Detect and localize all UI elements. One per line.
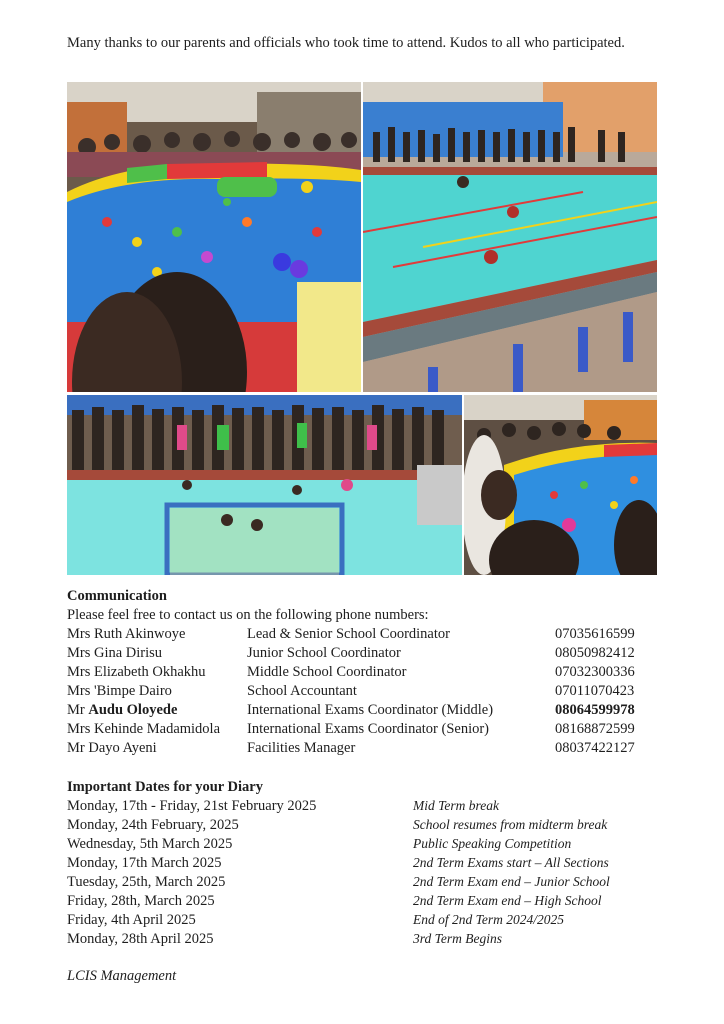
- date-text: Wednesday, 5th March 2025: [67, 836, 233, 852]
- date-text: Monday, 24th February, 2025: [67, 817, 239, 833]
- event-text: Public Speaking Competition: [413, 836, 572, 851]
- contact-role: Facilities Manager: [247, 740, 356, 756]
- photo-water-polo: [67, 395, 462, 575]
- contact-row: [67, 721, 657, 740]
- contact-name: Mrs 'Bimpe Dairo: [67, 683, 172, 699]
- event-text: 3rd Term Begins: [413, 931, 503, 946]
- date-text: Monday, 17th - Friday, 21st February 2025: [67, 798, 317, 814]
- contact-phone: 07035616599: [555, 626, 635, 642]
- signature: LCIS Management: [67, 968, 177, 984]
- communication-intro: Please feel free to contact us on the following phone numbers:: [67, 607, 429, 623]
- event-text: End of 2nd Term 2024/2025: [413, 912, 565, 927]
- communication-title: Communication: [67, 588, 167, 604]
- contact-phone: 08064599978: [555, 702, 635, 718]
- contact-row: [67, 740, 657, 759]
- contact-phone: 08037422127: [555, 740, 635, 756]
- date-row: [67, 836, 657, 855]
- contact-phone: 07011070423: [555, 683, 635, 699]
- event-text: School resumes from midterm break: [413, 817, 608, 832]
- date-text: Friday, 4th April 2025: [67, 912, 196, 928]
- photo-swimming-race: [363, 82, 657, 392]
- intro-paragraph: Many thanks to our parents and officials who took time to attend. Kudos to all who participated.: [67, 35, 625, 51]
- date-text: Monday, 17th March 2025: [67, 855, 222, 871]
- date-row: [67, 931, 657, 950]
- event-text: Mid Term break: [413, 798, 499, 813]
- contact-row: [67, 645, 657, 664]
- contact-name: [67, 702, 177, 719]
- contact-role: School Accountant: [247, 683, 357, 699]
- contact-row: [67, 702, 657, 721]
- contact-name: Mr Dayo Ayeni: [67, 740, 157, 756]
- contact-row: [67, 664, 657, 683]
- contact-name: Mrs Ruth Akinwoye: [67, 626, 186, 642]
- contact-name-bold: Audu Oloyede: [88, 702, 178, 718]
- date-text: Tuesday, 25th, March 2025: [67, 874, 226, 890]
- date-row: [67, 855, 657, 874]
- event-text: 2nd Term Exams start – All Sections: [413, 855, 609, 870]
- date-row: [67, 912, 657, 931]
- date-row: [67, 817, 657, 836]
- event-text: 2nd Term Exam end – High School: [413, 893, 602, 908]
- date-row: [67, 893, 657, 912]
- date-row: [67, 798, 657, 817]
- contact-phone: 08050982412: [555, 645, 635, 661]
- contact-row: [67, 626, 657, 645]
- contact-name: Mrs Gina Dirisu: [67, 645, 163, 661]
- dates-title: Important Dates for your Diary: [67, 779, 263, 795]
- contact-phone: 07032300336: [555, 664, 635, 680]
- date-row: [67, 874, 657, 893]
- date-text: Friday, 28th, March 2025: [67, 893, 215, 909]
- date-text: Monday, 28th April 2025: [67, 931, 214, 947]
- contact-role: Middle School Coordinator: [247, 664, 407, 680]
- contact-role: Junior School Coordinator: [247, 645, 401, 661]
- contact-name-prefix: Mr: [67, 702, 89, 718]
- contact-name: Mrs Kehinde Madamidola: [67, 721, 221, 737]
- event-text: 2nd Term Exam end – Junior School: [413, 874, 610, 889]
- contact-name: Mrs Elizabeth Okhakhu: [67, 664, 206, 680]
- photo-inflatable-pool-children: [464, 395, 657, 575]
- contact-role: International Exams Coordinator (Middle): [247, 702, 494, 718]
- contact-phone: 08168872599: [555, 721, 635, 737]
- contact-row: [67, 683, 657, 702]
- contact-role: International Exams Coordinator (Senior): [247, 721, 490, 737]
- photo-inflatable-pool-ball-pit: [67, 82, 361, 392]
- contact-role: Lead & Senior School Coordinator: [247, 626, 450, 642]
